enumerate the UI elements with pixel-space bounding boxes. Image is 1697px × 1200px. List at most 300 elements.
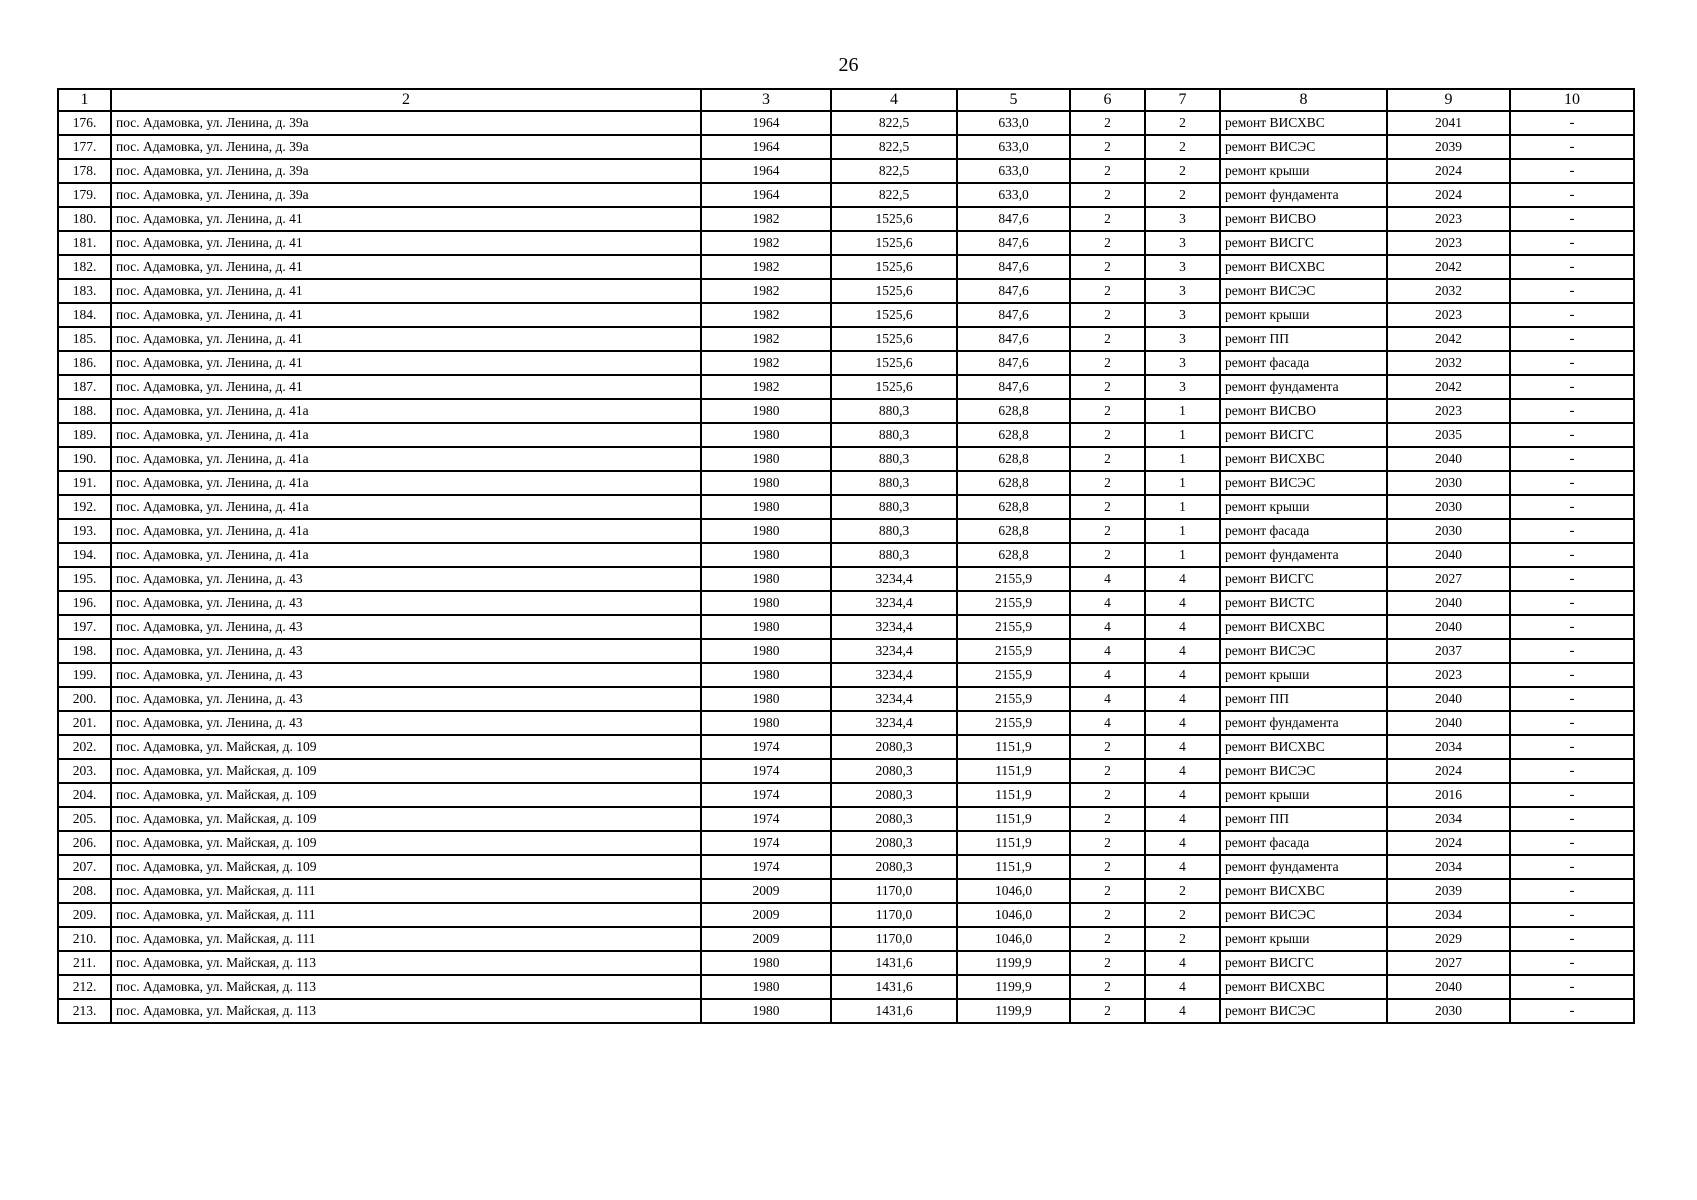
total-area-cell: 3234,4 xyxy=(831,639,957,663)
planned-year-cell: 2041 xyxy=(1387,111,1510,135)
floors-cell: 2 xyxy=(1070,279,1145,303)
residential-area-cell: 1151,9 xyxy=(957,831,1070,855)
work-type-cell: ремонт ВИСЭС xyxy=(1220,903,1387,927)
total-area-cell: 1525,6 xyxy=(831,375,957,399)
residential-area-cell: 847,6 xyxy=(957,255,1070,279)
note-cell: - xyxy=(1510,831,1634,855)
residential-area-cell: 633,0 xyxy=(957,159,1070,183)
table-row xyxy=(58,159,1634,183)
year-built-cell: 2009 xyxy=(701,927,831,951)
total-area-cell: 822,5 xyxy=(831,159,957,183)
column-header: 5 xyxy=(957,89,1070,111)
address-cell: пос. Адамовка, ул. Майская, д. 109 xyxy=(111,735,701,759)
table-row xyxy=(58,207,1634,231)
floors-cell: 4 xyxy=(1070,711,1145,735)
total-area-cell: 822,5 xyxy=(831,183,957,207)
table-row xyxy=(58,399,1634,423)
residential-area-cell: 628,8 xyxy=(957,495,1070,519)
table-row xyxy=(58,783,1634,807)
residential-area-cell: 847,6 xyxy=(957,303,1070,327)
entrances-cell: 3 xyxy=(1145,351,1220,375)
note-cell: - xyxy=(1510,423,1634,447)
planned-year-cell: 2030 xyxy=(1387,999,1510,1023)
row-number-cell: 193. xyxy=(58,519,111,543)
address-cell: пос. Адамовка, ул. Майская, д. 111 xyxy=(111,927,701,951)
column-header: 2 xyxy=(111,89,701,111)
residential-area-cell: 1199,9 xyxy=(957,975,1070,999)
entrances-cell: 4 xyxy=(1145,639,1220,663)
residential-area-cell: 633,0 xyxy=(957,183,1070,207)
residential-area-cell: 2155,9 xyxy=(957,639,1070,663)
total-area-cell: 2080,3 xyxy=(831,807,957,831)
column-header: 6 xyxy=(1070,89,1145,111)
address-cell: пос. Адамовка, ул. Ленина, д. 39а xyxy=(111,135,701,159)
note-cell: - xyxy=(1510,999,1634,1023)
row-number-cell: 188. xyxy=(58,399,111,423)
residential-area-cell: 1199,9 xyxy=(957,951,1070,975)
entrances-cell: 1 xyxy=(1145,519,1220,543)
residential-area-cell: 2155,9 xyxy=(957,663,1070,687)
floors-cell: 2 xyxy=(1070,111,1145,135)
table-row xyxy=(58,759,1634,783)
entrances-cell: 4 xyxy=(1145,735,1220,759)
residential-area-cell: 628,8 xyxy=(957,519,1070,543)
row-number-cell: 186. xyxy=(58,351,111,375)
total-area-cell: 3234,4 xyxy=(831,663,957,687)
work-type-cell: ремонт ПП xyxy=(1220,327,1387,351)
planned-year-cell: 2040 xyxy=(1387,447,1510,471)
work-type-cell: ремонт ВИСХВС xyxy=(1220,879,1387,903)
planned-year-cell: 2030 xyxy=(1387,519,1510,543)
entrances-cell: 3 xyxy=(1145,375,1220,399)
entrances-cell: 1 xyxy=(1145,399,1220,423)
floors-cell: 2 xyxy=(1070,231,1145,255)
total-area-cell: 1431,6 xyxy=(831,951,957,975)
planned-year-cell: 2023 xyxy=(1387,663,1510,687)
row-number-cell: 210. xyxy=(58,927,111,951)
row-number-cell: 191. xyxy=(58,471,111,495)
floors-cell: 2 xyxy=(1070,735,1145,759)
residential-area-cell: 633,0 xyxy=(957,111,1070,135)
note-cell: - xyxy=(1510,279,1634,303)
table-row xyxy=(58,639,1634,663)
planned-year-cell: 2029 xyxy=(1387,927,1510,951)
planned-year-cell: 2030 xyxy=(1387,495,1510,519)
column-header: 9 xyxy=(1387,89,1510,111)
note-cell: - xyxy=(1510,687,1634,711)
row-number-cell: 180. xyxy=(58,207,111,231)
table-row xyxy=(58,591,1634,615)
year-built-cell: 1980 xyxy=(701,519,831,543)
row-number-cell: 197. xyxy=(58,615,111,639)
total-area-cell: 1525,6 xyxy=(831,279,957,303)
entrances-cell: 4 xyxy=(1145,615,1220,639)
table-body xyxy=(58,111,1634,1023)
residential-area-cell: 1151,9 xyxy=(957,759,1070,783)
note-cell: - xyxy=(1510,879,1634,903)
floors-cell: 2 xyxy=(1070,783,1145,807)
year-built-cell: 1974 xyxy=(701,855,831,879)
row-number-cell: 208. xyxy=(58,879,111,903)
address-cell: пос. Адамовка, ул. Ленина, д. 43 xyxy=(111,687,701,711)
planned-year-cell: 2034 xyxy=(1387,807,1510,831)
residential-area-cell: 2155,9 xyxy=(957,687,1070,711)
year-built-cell: 1982 xyxy=(701,375,831,399)
note-cell: - xyxy=(1510,735,1634,759)
floors-cell: 2 xyxy=(1070,399,1145,423)
address-cell: пос. Адамовка, ул. Ленина, д. 41а xyxy=(111,519,701,543)
row-number-cell: 181. xyxy=(58,231,111,255)
residential-area-cell: 1199,9 xyxy=(957,999,1070,1023)
total-area-cell: 880,3 xyxy=(831,423,957,447)
table-row xyxy=(58,231,1634,255)
entrances-cell: 2 xyxy=(1145,903,1220,927)
work-type-cell: ремонт ПП xyxy=(1220,807,1387,831)
row-number-cell: 205. xyxy=(58,807,111,831)
floors-cell: 2 xyxy=(1070,831,1145,855)
residential-area-cell: 847,6 xyxy=(957,375,1070,399)
address-cell: пос. Адамовка, ул. Ленина, д. 41а xyxy=(111,447,701,471)
planned-year-cell: 2042 xyxy=(1387,327,1510,351)
work-type-cell: ремонт ВИСГС xyxy=(1220,567,1387,591)
work-type-cell: ремонт ВИСХВС xyxy=(1220,975,1387,999)
residential-area-cell: 633,0 xyxy=(957,135,1070,159)
table-row xyxy=(58,255,1634,279)
year-built-cell: 1980 xyxy=(701,567,831,591)
planned-year-cell: 2016 xyxy=(1387,783,1510,807)
note-cell: - xyxy=(1510,255,1634,279)
note-cell: - xyxy=(1510,447,1634,471)
row-number-cell: 183. xyxy=(58,279,111,303)
year-built-cell: 1980 xyxy=(701,687,831,711)
floors-cell: 2 xyxy=(1070,543,1145,567)
planned-year-cell: 2024 xyxy=(1387,183,1510,207)
work-type-cell: ремонт фасада xyxy=(1220,351,1387,375)
year-built-cell: 1964 xyxy=(701,159,831,183)
work-type-cell: ремонт фундамента xyxy=(1220,183,1387,207)
entrances-cell: 4 xyxy=(1145,687,1220,711)
entrances-cell: 1 xyxy=(1145,471,1220,495)
work-type-cell: ремонт ПП xyxy=(1220,687,1387,711)
address-cell: пос. Адамовка, ул. Ленина, д. 43 xyxy=(111,591,701,615)
residential-area-cell: 628,8 xyxy=(957,471,1070,495)
row-number-cell: 187. xyxy=(58,375,111,399)
address-cell: пос. Адамовка, ул. Ленина, д. 41а xyxy=(111,423,701,447)
year-built-cell: 2009 xyxy=(701,879,831,903)
address-cell: пос. Адамовка, ул. Ленина, д. 39а xyxy=(111,183,701,207)
note-cell: - xyxy=(1510,471,1634,495)
work-type-cell: ремонт ВИСХВС xyxy=(1220,255,1387,279)
column-number-header-row xyxy=(58,89,1634,111)
row-number-cell: 213. xyxy=(58,999,111,1023)
year-built-cell: 1980 xyxy=(701,399,831,423)
address-cell: пос. Адамовка, ул. Майская, д. 113 xyxy=(111,975,701,999)
year-built-cell: 1964 xyxy=(701,111,831,135)
address-cell: пос. Адамовка, ул. Майская, д. 109 xyxy=(111,759,701,783)
table-row xyxy=(58,471,1634,495)
floors-cell: 2 xyxy=(1070,423,1145,447)
planned-year-cell: 2023 xyxy=(1387,399,1510,423)
planned-year-cell: 2040 xyxy=(1387,711,1510,735)
residential-area-cell: 1046,0 xyxy=(957,903,1070,927)
entrances-cell: 4 xyxy=(1145,951,1220,975)
floors-cell: 2 xyxy=(1070,471,1145,495)
year-built-cell: 1982 xyxy=(701,207,831,231)
year-built-cell: 1980 xyxy=(701,711,831,735)
row-number-cell: 190. xyxy=(58,447,111,471)
floors-cell: 4 xyxy=(1070,639,1145,663)
row-number-cell: 202. xyxy=(58,735,111,759)
work-type-cell: ремонт крыши xyxy=(1220,303,1387,327)
work-type-cell: ремонт фундамента xyxy=(1220,711,1387,735)
planned-year-cell: 2040 xyxy=(1387,615,1510,639)
table-row xyxy=(58,351,1634,375)
address-cell: пос. Адамовка, ул. Ленина, д. 41 xyxy=(111,255,701,279)
address-cell: пос. Адамовка, ул. Майская, д. 113 xyxy=(111,951,701,975)
residential-area-cell: 1151,9 xyxy=(957,855,1070,879)
address-cell: пос. Адамовка, ул. Майская, д. 109 xyxy=(111,831,701,855)
planned-year-cell: 2023 xyxy=(1387,303,1510,327)
planned-year-cell: 2040 xyxy=(1387,687,1510,711)
entrances-cell: 4 xyxy=(1145,783,1220,807)
note-cell: - xyxy=(1510,951,1634,975)
floors-cell: 2 xyxy=(1070,519,1145,543)
residential-area-cell: 847,6 xyxy=(957,231,1070,255)
row-number-cell: 201. xyxy=(58,711,111,735)
entrances-cell: 4 xyxy=(1145,591,1220,615)
year-built-cell: 1980 xyxy=(701,495,831,519)
total-area-cell: 880,3 xyxy=(831,399,957,423)
table-row xyxy=(58,975,1634,999)
row-number-cell: 184. xyxy=(58,303,111,327)
year-built-cell: 1980 xyxy=(701,591,831,615)
residential-area-cell: 628,8 xyxy=(957,423,1070,447)
floors-cell: 2 xyxy=(1070,303,1145,327)
work-type-cell: ремонт фундамента xyxy=(1220,855,1387,879)
year-built-cell: 1980 xyxy=(701,447,831,471)
residential-area-cell: 628,8 xyxy=(957,543,1070,567)
address-cell: пос. Адамовка, ул. Майская, д. 111 xyxy=(111,879,701,903)
total-area-cell: 1525,6 xyxy=(831,231,957,255)
floors-cell: 2 xyxy=(1070,807,1145,831)
entrances-cell: 4 xyxy=(1145,759,1220,783)
planned-year-cell: 2042 xyxy=(1387,375,1510,399)
address-cell: пос. Адамовка, ул. Ленина, д. 43 xyxy=(111,663,701,687)
work-type-cell: ремонт фундамента xyxy=(1220,543,1387,567)
entrances-cell: 3 xyxy=(1145,303,1220,327)
entrances-cell: 2 xyxy=(1145,159,1220,183)
floors-cell: 2 xyxy=(1070,183,1145,207)
work-type-cell: ремонт ВИСЭС xyxy=(1220,471,1387,495)
address-cell: пос. Адамовка, ул. Ленина, д. 41 xyxy=(111,231,701,255)
work-type-cell: ремонт ВИСТС xyxy=(1220,591,1387,615)
work-type-cell: ремонт ВИСЭС xyxy=(1220,135,1387,159)
residential-area-cell: 847,6 xyxy=(957,327,1070,351)
year-built-cell: 1974 xyxy=(701,783,831,807)
year-built-cell: 1980 xyxy=(701,975,831,999)
address-cell: пос. Адамовка, ул. Ленина, д. 41а xyxy=(111,495,701,519)
planned-year-cell: 2024 xyxy=(1387,759,1510,783)
table-row xyxy=(58,711,1634,735)
work-type-cell: ремонт крыши xyxy=(1220,495,1387,519)
row-number-cell: 185. xyxy=(58,327,111,351)
total-area-cell: 880,3 xyxy=(831,543,957,567)
year-built-cell: 1974 xyxy=(701,759,831,783)
total-area-cell: 1170,0 xyxy=(831,879,957,903)
table-row xyxy=(58,879,1634,903)
year-built-cell: 1982 xyxy=(701,327,831,351)
work-type-cell: ремонт ВИСВО xyxy=(1220,207,1387,231)
note-cell: - xyxy=(1510,135,1634,159)
column-header: 4 xyxy=(831,89,957,111)
table-row xyxy=(58,303,1634,327)
floors-cell: 2 xyxy=(1070,855,1145,879)
planned-year-cell: 2035 xyxy=(1387,423,1510,447)
entrances-cell: 2 xyxy=(1145,111,1220,135)
work-type-cell: ремонт крыши xyxy=(1220,663,1387,687)
planned-year-cell: 2023 xyxy=(1387,207,1510,231)
total-area-cell: 3234,4 xyxy=(831,591,957,615)
planned-year-cell: 2032 xyxy=(1387,279,1510,303)
planned-year-cell: 2040 xyxy=(1387,591,1510,615)
year-built-cell: 1974 xyxy=(701,735,831,759)
total-area-cell: 3234,4 xyxy=(831,567,957,591)
work-type-cell: ремонт ВИСХВС xyxy=(1220,447,1387,471)
note-cell: - xyxy=(1510,303,1634,327)
residential-area-cell: 2155,9 xyxy=(957,615,1070,639)
row-number-cell: 207. xyxy=(58,855,111,879)
total-area-cell: 2080,3 xyxy=(831,855,957,879)
table-row xyxy=(58,687,1634,711)
planned-year-cell: 2027 xyxy=(1387,951,1510,975)
residential-area-cell: 1046,0 xyxy=(957,879,1070,903)
year-built-cell: 1980 xyxy=(701,543,831,567)
total-area-cell: 1525,6 xyxy=(831,303,957,327)
table-row xyxy=(58,375,1634,399)
work-type-cell: ремонт крыши xyxy=(1220,159,1387,183)
note-cell: - xyxy=(1510,183,1634,207)
address-cell: пос. Адамовка, ул. Ленина, д. 43 xyxy=(111,639,701,663)
note-cell: - xyxy=(1510,327,1634,351)
entrances-cell: 4 xyxy=(1145,663,1220,687)
row-number-cell: 211. xyxy=(58,951,111,975)
year-built-cell: 1964 xyxy=(701,183,831,207)
note-cell: - xyxy=(1510,591,1634,615)
floors-cell: 2 xyxy=(1070,903,1145,927)
year-built-cell: 1982 xyxy=(701,255,831,279)
row-number-cell: 177. xyxy=(58,135,111,159)
total-area-cell: 1431,6 xyxy=(831,999,957,1023)
address-cell: пос. Адамовка, ул. Майская, д. 109 xyxy=(111,783,701,807)
residential-area-cell: 628,8 xyxy=(957,399,1070,423)
column-header: 10 xyxy=(1510,89,1634,111)
address-cell: пос. Адамовка, ул. Ленина, д. 41 xyxy=(111,327,701,351)
total-area-cell: 1170,0 xyxy=(831,903,957,927)
table-row xyxy=(58,855,1634,879)
total-area-cell: 2080,3 xyxy=(831,735,957,759)
total-area-cell: 2080,3 xyxy=(831,783,957,807)
floors-cell: 4 xyxy=(1070,615,1145,639)
total-area-cell: 1525,6 xyxy=(831,327,957,351)
year-built-cell: 2009 xyxy=(701,903,831,927)
planned-year-cell: 2039 xyxy=(1387,135,1510,159)
year-built-cell: 1980 xyxy=(701,951,831,975)
floors-cell: 4 xyxy=(1070,663,1145,687)
address-cell: пос. Адамовка, ул. Ленина, д. 41 xyxy=(111,351,701,375)
entrances-cell: 3 xyxy=(1145,327,1220,351)
total-area-cell: 880,3 xyxy=(831,519,957,543)
floors-cell: 2 xyxy=(1070,927,1145,951)
planned-year-cell: 2024 xyxy=(1387,831,1510,855)
floors-cell: 2 xyxy=(1070,207,1145,231)
total-area-cell: 880,3 xyxy=(831,471,957,495)
total-area-cell: 822,5 xyxy=(831,111,957,135)
planned-year-cell: 2034 xyxy=(1387,903,1510,927)
note-cell: - xyxy=(1510,375,1634,399)
work-type-cell: ремонт ВИСХВС xyxy=(1220,615,1387,639)
year-built-cell: 1980 xyxy=(701,423,831,447)
total-area-cell: 880,3 xyxy=(831,447,957,471)
row-number-cell: 209. xyxy=(58,903,111,927)
year-built-cell: 1964 xyxy=(701,135,831,159)
work-type-cell: ремонт крыши xyxy=(1220,927,1387,951)
work-type-cell: ремонт ВИСЭС xyxy=(1220,639,1387,663)
year-built-cell: 1980 xyxy=(701,663,831,687)
total-area-cell: 1431,6 xyxy=(831,975,957,999)
entrances-cell: 4 xyxy=(1145,567,1220,591)
total-area-cell: 3234,4 xyxy=(831,687,957,711)
note-cell: - xyxy=(1510,615,1634,639)
row-number-cell: 176. xyxy=(58,111,111,135)
table-row xyxy=(58,567,1634,591)
address-cell: пос. Адамовка, ул. Ленина, д. 41а xyxy=(111,471,701,495)
planned-year-cell: 2030 xyxy=(1387,471,1510,495)
address-cell: пос. Адамовка, ул. Ленина, д. 43 xyxy=(111,711,701,735)
repair-schedule-table xyxy=(57,88,1635,1024)
note-cell: - xyxy=(1510,231,1634,255)
residential-area-cell: 2155,9 xyxy=(957,591,1070,615)
entrances-cell: 4 xyxy=(1145,711,1220,735)
floors-cell: 2 xyxy=(1070,375,1145,399)
address-cell: пос. Адамовка, ул. Ленина, д. 41 xyxy=(111,207,701,231)
work-type-cell: ремонт ВИСЭС xyxy=(1220,759,1387,783)
floors-cell: 2 xyxy=(1070,975,1145,999)
work-type-cell: ремонт фасада xyxy=(1220,831,1387,855)
address-cell: пос. Адамовка, ул. Ленина, д. 39а xyxy=(111,111,701,135)
work-type-cell: ремонт ВИСЭС xyxy=(1220,279,1387,303)
floors-cell: 2 xyxy=(1070,495,1145,519)
work-type-cell: ремонт крыши xyxy=(1220,783,1387,807)
planned-year-cell: 2023 xyxy=(1387,231,1510,255)
note-cell: - xyxy=(1510,711,1634,735)
table-row xyxy=(58,831,1634,855)
note-cell: - xyxy=(1510,663,1634,687)
work-type-cell: ремонт ВИСВО xyxy=(1220,399,1387,423)
note-cell: - xyxy=(1510,927,1634,951)
work-type-cell: ремонт ВИСХВС xyxy=(1220,735,1387,759)
address-cell: пос. Адамовка, ул. Ленина, д. 41а xyxy=(111,399,701,423)
address-cell: пос. Адамовка, ул. Майская, д. 109 xyxy=(111,855,701,879)
year-built-cell: 1982 xyxy=(701,279,831,303)
planned-year-cell: 2034 xyxy=(1387,735,1510,759)
row-number-cell: 189. xyxy=(58,423,111,447)
residential-area-cell: 847,6 xyxy=(957,279,1070,303)
entrances-cell: 4 xyxy=(1145,807,1220,831)
floors-cell: 2 xyxy=(1070,879,1145,903)
work-type-cell: ремонт ВИСГС xyxy=(1220,231,1387,255)
table-row xyxy=(58,663,1634,687)
note-cell: - xyxy=(1510,567,1634,591)
